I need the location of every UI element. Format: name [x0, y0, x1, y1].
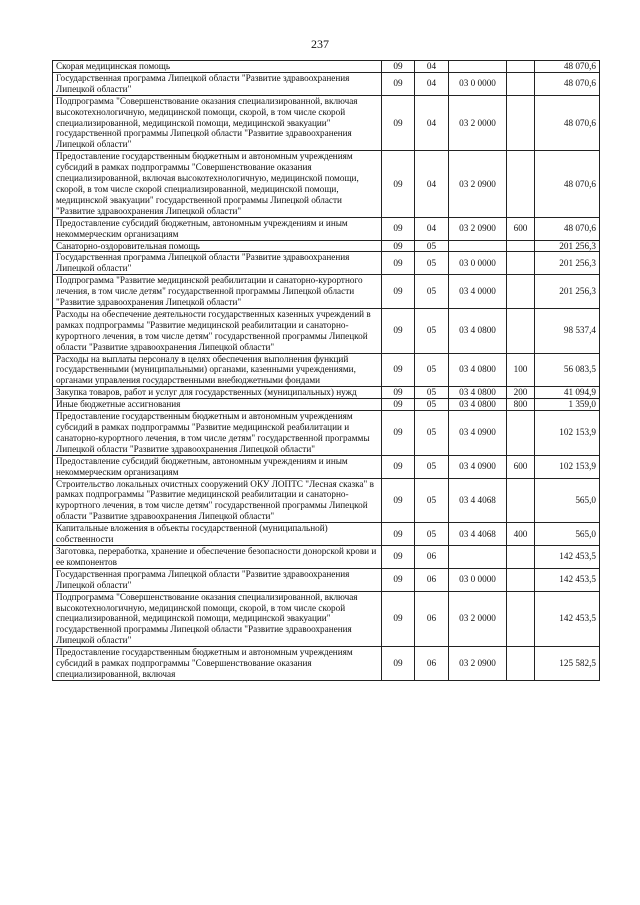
row-name: Предоставление государственным бюджетным и автономным учреждениям субсидий в рамках подпрограммы "Развитие медицинской реабилитации и санаторно-курортного лечения, в том числе детям" государственной программы Липецкой области "Развитие здравоохранения Липецкой области": [53, 411, 382, 456]
table-row: [53, 411, 600, 456]
row-target-article: [449, 545, 507, 568]
row-expense-type: 400: [507, 523, 535, 546]
row-section: 09: [382, 353, 415, 387]
row-target-article: 03 0 0000: [449, 252, 507, 275]
table-row: [53, 647, 600, 681]
row-subsection: 04: [415, 151, 449, 217]
row-section: 09: [382, 545, 415, 568]
table-row: [53, 72, 600, 95]
row-section: 09: [382, 72, 415, 95]
row-target-article: 03 4 0000: [449, 275, 507, 309]
row-subsection: 05: [415, 399, 449, 411]
row-expense-type: [507, 478, 535, 523]
row-expense-type: 200: [507, 387, 535, 399]
row-subsection: 05: [415, 478, 449, 523]
row-amount: 56 083,5: [535, 353, 600, 387]
row-expense-type: [507, 411, 535, 456]
row-section: 09: [382, 95, 415, 151]
row-name: Строительство локальных очистных сооружений ОКУ ЛОПТС "Лесная сказка" в рамках подпрограммы "Развитие медицинской реабилитации и санаторно-курортного лечения, в том числе детям" государственной программы Липецкой области "Развитие здравоохранения Липецкой области": [53, 478, 382, 523]
row-expense-type: [507, 647, 535, 681]
row-target-article: 03 2 0000: [449, 95, 507, 151]
row-amount: 48 070,6: [535, 151, 600, 217]
row-expense-type: [507, 545, 535, 568]
row-section: 09: [382, 591, 415, 647]
row-expense-type: [507, 308, 535, 353]
row-target-article: 03 4 4068: [449, 478, 507, 523]
budget-table: [52, 60, 600, 681]
row-expense-type: [507, 275, 535, 309]
row-expense-type: [507, 151, 535, 217]
row-section: 09: [382, 478, 415, 523]
row-expense-type: 600: [507, 217, 535, 240]
table-row: [53, 95, 600, 151]
row-amount: 201 256,3: [535, 252, 600, 275]
row-name: Подпрограмма "Совершенствование оказания специализированной, включая высокотехнологичную, медицинской помощи, скорой, в том числе скорой специализированной, медицинской помощи, медицинской эвакуации" государственной программы Липецкой области "Развитие здравоохранения Липецкой области": [53, 591, 382, 647]
row-amount: 565,0: [535, 478, 600, 523]
table-row: [53, 252, 600, 275]
row-name: Капитальные вложения в объекты государственной (муниципальной) собственности: [53, 523, 382, 546]
row-section: 09: [382, 523, 415, 546]
row-subsection: 05: [415, 308, 449, 353]
row-name: Предоставление субсидий бюджетным, автономным учреждениям и иным некоммерческим организациям: [53, 217, 382, 240]
row-expense-type: [507, 61, 535, 73]
row-subsection: 05: [415, 523, 449, 546]
row-target-article: 03 4 4068: [449, 523, 507, 546]
row-section: 09: [382, 568, 415, 591]
row-section: 09: [382, 61, 415, 73]
row-section: 09: [382, 647, 415, 681]
row-expense-type: 100: [507, 353, 535, 387]
row-target-article: 03 0 0000: [449, 568, 507, 591]
row-section: 09: [382, 252, 415, 275]
row-target-article: 03 4 0800: [449, 308, 507, 353]
row-name: Государственная программа Липецкой области "Развитие здравоохранения Липецкой области": [53, 72, 382, 95]
row-subsection: 05: [415, 411, 449, 456]
row-target-article: [449, 61, 507, 73]
row-amount: 201 256,3: [535, 275, 600, 309]
row-subsection: 05: [415, 455, 449, 478]
row-expense-type: 800: [507, 399, 535, 411]
row-target-article: 03 2 0900: [449, 217, 507, 240]
row-section: 09: [382, 240, 415, 252]
row-subsection: 04: [415, 72, 449, 95]
table-row: [53, 523, 600, 546]
row-target-article: 03 4 0800: [449, 387, 507, 399]
row-name: Подпрограмма "Совершенствование оказания специализированной, включая высокотехнологичную, медицинской помощи, скорой, в том числе скорой специализированной, медицинской помощи, медицинской эвакуации" государственной программы Липецкой области "Развитие здравоохранения Липецкой области": [53, 95, 382, 151]
row-section: 09: [382, 411, 415, 456]
row-section: 09: [382, 455, 415, 478]
row-target-article: 03 4 0800: [449, 399, 507, 411]
row-amount: 102 153,9: [535, 411, 600, 456]
table-row: [53, 240, 600, 252]
row-section: 09: [382, 275, 415, 309]
row-subsection: 05: [415, 353, 449, 387]
row-target-article: [449, 240, 507, 252]
row-name: Государственная программа Липецкой области "Развитие здравоохранения Липецкой области": [53, 252, 382, 275]
row-target-article: 03 4 0900: [449, 455, 507, 478]
row-amount: 142 453,5: [535, 568, 600, 591]
row-expense-type: [507, 568, 535, 591]
row-section: 09: [382, 387, 415, 399]
table-row: [53, 399, 600, 411]
row-name: Предоставление государственным бюджетным и автономным учреждениям субсидий в рамках подпрограммы "Совершенствование оказания специализированной, включая: [53, 647, 382, 681]
row-amount: 102 153,9: [535, 455, 600, 478]
row-subsection: 04: [415, 95, 449, 151]
row-subsection: 06: [415, 647, 449, 681]
row-section: 09: [382, 399, 415, 411]
row-target-article: 03 2 0900: [449, 151, 507, 217]
table-row: [53, 353, 600, 387]
row-subsection: 06: [415, 591, 449, 647]
row-name: Иные бюджетные ассигнования: [53, 399, 382, 411]
row-section: 09: [382, 217, 415, 240]
row-name: Предоставление государственным бюджетным и автономным учреждениям субсидий в рамках подпрограммы "Совершенствование оказания специализированной, включая высокотехнологичную, медицинской помощи, скорой, в том числе скорой специализированной, медицинской помощи, медицинской эвакуации" государственной программы Липецкой области "Развитие здравоохранения Липецкой области": [53, 151, 382, 217]
row-name: Заготовка, переработка, хранение и обеспечение безопасности донорской крови и ее компонентов: [53, 545, 382, 568]
row-expense-type: [507, 240, 535, 252]
row-subsection: 04: [415, 217, 449, 240]
row-expense-type: 600: [507, 455, 535, 478]
row-amount: 48 070,6: [535, 95, 600, 151]
row-amount: 125 582,5: [535, 647, 600, 681]
row-amount: 142 453,5: [535, 591, 600, 647]
row-target-article: 03 2 0000: [449, 591, 507, 647]
row-expense-type: [507, 252, 535, 275]
row-section: 09: [382, 308, 415, 353]
row-name: Расходы на выплаты персоналу в целях обеспечения выполнения функций государственными (муниципальными) органами, казенными учреждениями, органами управления государственными внебюджетными фондами: [53, 353, 382, 387]
table-row: [53, 387, 600, 399]
table-row: [53, 455, 600, 478]
row-subsection: 05: [415, 387, 449, 399]
row-target-article: 03 0 0000: [449, 72, 507, 95]
row-expense-type: [507, 95, 535, 151]
row-amount: 48 070,6: [535, 72, 600, 95]
row-name: Скорая медицинская помощь: [53, 61, 382, 73]
table-row: [53, 217, 600, 240]
row-name: Расходы на обеспечение деятельности государственных казенных учреждений в рамках подпрограммы "Развитие медицинской реабилитации и санаторно-курортного лечения, в том числе детям" государственной программы Липецкой области "Развитие здравоохранения Липецкой области": [53, 308, 382, 353]
table-row: [53, 478, 600, 523]
row-target-article: 03 4 0900: [449, 411, 507, 456]
page-number: 237: [311, 37, 329, 51]
row-subsection: 06: [415, 568, 449, 591]
row-subsection: 04: [415, 61, 449, 73]
table-row: [53, 275, 600, 309]
row-subsection: 05: [415, 240, 449, 252]
row-subsection: 05: [415, 275, 449, 309]
table-row: [53, 545, 600, 568]
row-expense-type: [507, 72, 535, 95]
row-amount: 48 070,6: [535, 217, 600, 240]
table-row: [53, 151, 600, 217]
row-amount: 1 359,0: [535, 399, 600, 411]
row-name: Закупка товаров, работ и услуг для государственных (муниципальных) нужд: [53, 387, 382, 399]
row-name: Предоставление субсидий бюджетным, автономным учреждениям и иным некоммерческим организациям: [53, 455, 382, 478]
table-row: [53, 61, 600, 73]
row-name: Государственная программа Липецкой области "Развитие здравоохранения Липецкой области": [53, 568, 382, 591]
row-target-article: 03 4 0800: [449, 353, 507, 387]
row-name: Санаторно-оздоровительная помощь: [53, 240, 382, 252]
row-target-article: 03 2 0900: [449, 647, 507, 681]
budget-table-body: [53, 61, 600, 681]
row-subsection: 06: [415, 545, 449, 568]
row-amount: 41 094,9: [535, 387, 600, 399]
table-row: [53, 591, 600, 647]
table-row: [53, 308, 600, 353]
row-expense-type: [507, 591, 535, 647]
row-section: 09: [382, 151, 415, 217]
row-amount: 98 537,4: [535, 308, 600, 353]
row-amount: 565,0: [535, 523, 600, 546]
row-amount: 142 453,5: [535, 545, 600, 568]
row-amount: 201 256,3: [535, 240, 600, 252]
row-subsection: 05: [415, 252, 449, 275]
row-name: Подпрограмма "Развитие медицинской реабилитации и санаторно-курортного лечения, в том числе детям" государственной программы Липецкой области "Развитие здравоохранения Липецкой области": [53, 275, 382, 309]
table-row: [53, 568, 600, 591]
row-amount: 48 070,6: [535, 61, 600, 73]
